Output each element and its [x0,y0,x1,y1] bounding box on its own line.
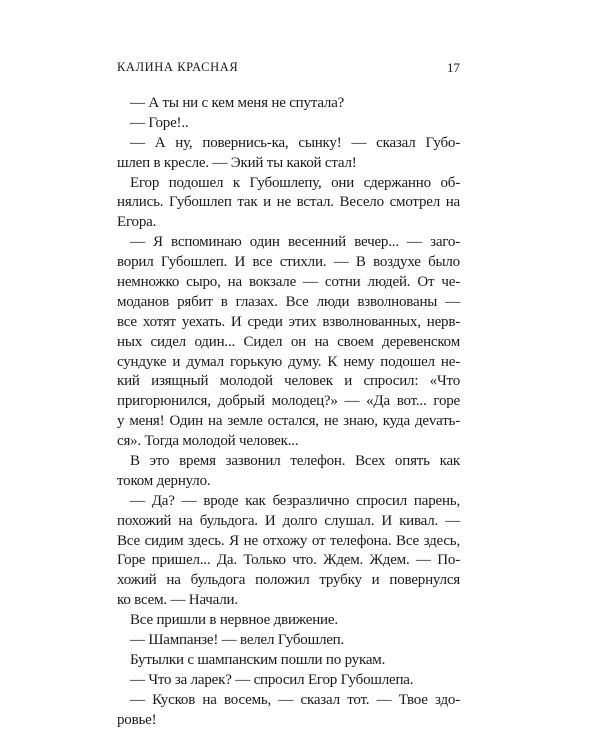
body-text [117,94,460,731]
text-line: пригорюнился, добрый молодец?» — «Да вот... горе [117,393,460,410]
text-line: Егора. [117,214,157,231]
running-head: КАЛИНА КРАСНАЯ [117,60,239,74]
text-line: током дернуло. [117,472,211,489]
text-line: — Что за ларек? — спросил Егор Губошлепа. [130,671,414,688]
text-line: — Горе!.. [130,114,189,131]
text-line: немножко сыро, на вокзале — сотни людей. От че- [117,274,460,291]
text-line: — А ты ни с кем меня не спутала? [130,95,345,111]
text-line: моданов рябит в глазах. Все люди взволнованы — [117,293,460,310]
text-line: Егор подошел к Губошлепу, они сдержанно об- [130,174,460,191]
text-line: Бутылки с шампанским пошли по рукам. [130,651,386,668]
text-line: ровье! [117,711,157,728]
text-line: хожий на бульдога положил трубку и повернулся [117,572,460,589]
text-line: ворил Губошлеп. И все стихли. — В воздухе было [117,254,460,271]
text-line: нялись. Губошлеп так и не встал. Весело смотрел на [117,194,460,211]
text-line: — Да? — вроде как безразлично спросил парень, [130,492,460,509]
text-line: В это время зазвонил телефон. Всех опять как [130,453,460,470]
text-line: у меня! Один на земле остался, не знаю, куда деvать- [117,413,460,430]
text-line: Горе пришел... Да. Только что. Ждем. Ждем. — По- [117,552,460,569]
text-line: сундуке и думал горькую думу. К нему подошел не- [117,353,460,370]
text-line: — А ну, повернись-ка, сынку! — сказал Губо- [130,134,460,151]
page-header [117,60,460,80]
text-line: шлеп в кресле. — Экий ты какой стал! [117,154,357,171]
text-line: кий изящный молодой человек и спросил: «Что [117,373,460,390]
text-line: Все пришли в нервное движение. [130,612,338,629]
page-number: 17 [447,60,460,75]
text-line: все хотят уехать. И среди этих взволнованных, нерв- [117,313,460,330]
text-line: — Кусков на восемь, — сказал тот. — Твое здо- [130,691,460,708]
text-line: ся». Тогда молодой человек... [117,433,299,450]
text-line: ко всем. — Начали. [117,592,238,609]
text-line: похожий на бульдога. И долго слушал. И кивал. — [117,512,460,529]
text-line: ных сидел один... Сидел он на своем деревенском [117,333,460,350]
text-line: — Шампанзе! — велел Губошлеп. [130,632,345,649]
text-line: — Я вспоминаю один весенний вечер... — заго- [130,234,460,251]
text-line: Все сидим здесь. Я не отхожу от телефона. Все здесь, [117,532,460,549]
